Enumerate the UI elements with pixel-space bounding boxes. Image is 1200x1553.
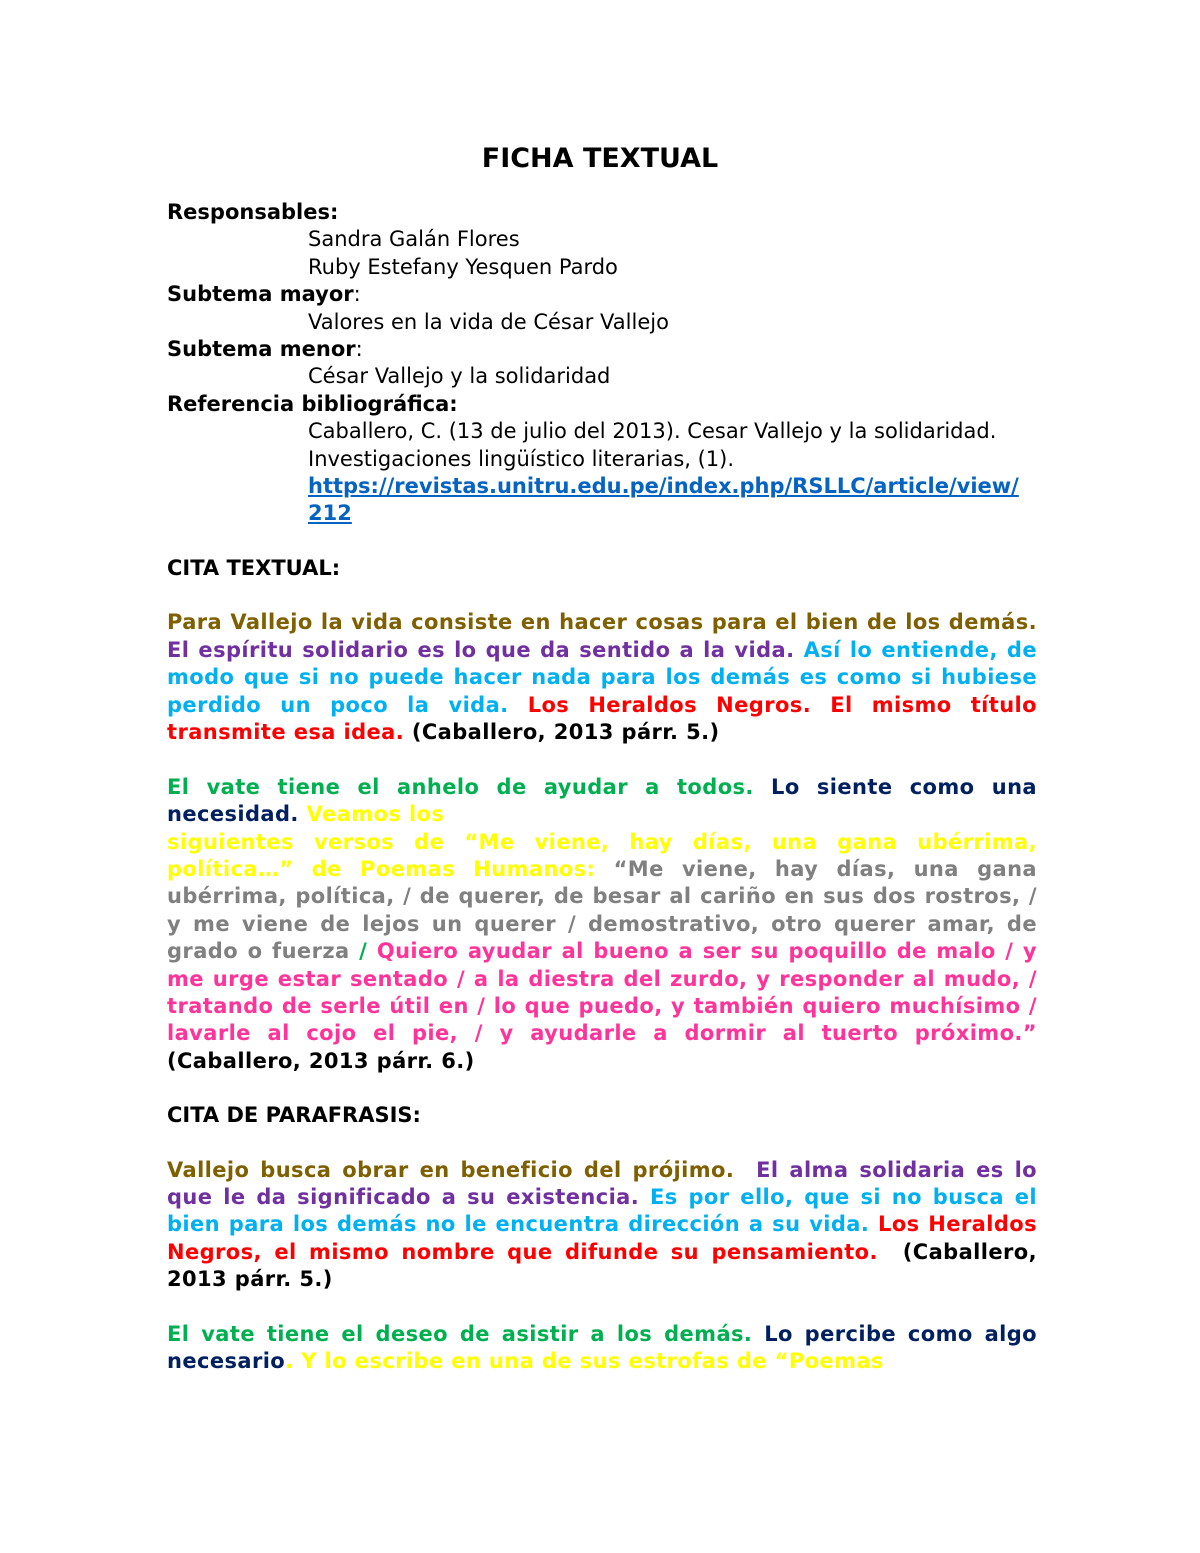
referencia-label: Referencia bibliográfica: bbox=[167, 391, 458, 416]
ct-p1-sentence-3: Así lo entiende, de modo que si no puede hacer nada para los demás es como si hubiese perdido un poco la vida. bbox=[167, 637, 1037, 717]
ct-p1-sentence-4: Los Heraldos Negros. El mismo título transmite esa idea. bbox=[167, 692, 1037, 744]
metadata-section bbox=[167, 199, 1037, 1376]
responsable-1: Sandra Galán Flores bbox=[308, 227, 520, 252]
cp-p1-sentence-4: Los Heraldos Negros, el mismo nombre que difunde su pensamiento. bbox=[167, 1212, 1038, 1264]
referencia-url-link[interactable]: https://revistas.unitru.edu.pe/index.php/RSLLC/article/view/212 bbox=[308, 474, 1019, 526]
document-title: FICHA TEXTUAL bbox=[481, 143, 719, 174]
cita-parafrasis-paragraph-2 bbox=[167, 1321, 1037, 1376]
cp-p1-sentence-1: Vallejo busca obrar en beneficio del prójimo. bbox=[167, 1157, 735, 1182]
cp-p1-sentence-2: El alma solidaria es lo que le da significado a su existencia. bbox=[167, 1157, 1037, 1209]
cp-p2-sentence-1: El vate tiene el deseo de asistir a los demás. bbox=[167, 1322, 753, 1346]
subtema-menor-row bbox=[167, 336, 1037, 363]
ct-p2-verse-quote: “Me viene, hay días, una gana ubérrima, política, / de querer, de besar al cariño en sus dos rostros, / y me viene de lejos un querer / demostrativo, otro querer amar, de grado o fuerza bbox=[167, 856, 1037, 964]
responsable-2: Ruby Estefany Yesquen Pardo bbox=[308, 254, 618, 279]
cita-textual-paragraph-1 bbox=[167, 609, 1037, 746]
cita-textual-heading: CITA TEXTUAL: bbox=[167, 555, 341, 580]
cita-textual-paragraph-2 bbox=[167, 774, 1037, 1075]
subtema-menor-value: César Vallejo y la solidaridad bbox=[308, 364, 611, 389]
subtema-mayor-label: Subtema mayor bbox=[167, 282, 354, 307]
cita-parafrasis-paragraph-1 bbox=[167, 1157, 1037, 1294]
cp-p1-sentence-3: Es por ello, que si no busca el bien para los demás no le encuentra dirección a su vida. bbox=[167, 1184, 1037, 1237]
cp-p2-sentence-3: . Y lo escribe en una de sus estrofas de “Poemas bbox=[285, 1349, 884, 1374]
ct-p1-sentence-2: El espíritu solidario es lo que da sentido a la vida. bbox=[167, 637, 795, 662]
referencia-text: Caballero, C. (13 de julio del 2013). Cesar Vallejo y la solidaridad. Investigaciones lingüístico literarias, (1). bbox=[308, 419, 997, 471]
subtema-menor-label: Subtema menor bbox=[167, 337, 356, 362]
referencia-url-wrap bbox=[167, 473, 1037, 528]
ct-p2-sentence-1: El vate tiene el anhelo de ayudar a todos. bbox=[167, 774, 754, 799]
subtema-mayor-row bbox=[167, 281, 1037, 308]
ct-p2-sentence-2: Lo siente como una necesidad. bbox=[167, 774, 1037, 827]
subtema-menor-colon: : bbox=[355, 337, 363, 362]
ct-p2-sentence-3a: Veamos los bbox=[306, 802, 445, 827]
subtema-mayor-value: Valores en la vida de César Vallejo bbox=[308, 309, 669, 334]
ct-p1-sentence-1: Para Vallejo la vida consiste en hacer cosas para el bien de los demás. bbox=[167, 610, 1037, 635]
ct-p2-verse-separator: / bbox=[359, 939, 368, 964]
cita-parafrasis-heading: CITA DE PARAFRASIS: bbox=[167, 1103, 421, 1128]
ct-p1-citation: (Caballero, 2013 párr. 5.) bbox=[411, 719, 720, 744]
responsables-label: Responsables: bbox=[167, 200, 339, 224]
cp-p1-citation: (Caballero, 2013 párr. 5.) bbox=[167, 1239, 1037, 1292]
ct-p2-citation: (Caballero, 2013 párr. 6.) bbox=[167, 1048, 475, 1073]
cp-p2-sentence-2: Lo percibe como algo necesario bbox=[167, 1322, 1037, 1374]
subtema-mayor-colon: : bbox=[353, 282, 361, 307]
ct-p2-sentence-3b: siguientes versos de “Me viene, hay días, una gana ubérrima, política…” de Poemas Humanos: bbox=[167, 829, 1037, 881]
ct-p2-verse-quote-2: Quiero ayudar al bueno a ser su poquillo de malo / y me urge estar sentado / a la diestra del zurdo, y responder al mudo, / tratando de serle útil en / lo que puedo, y también quiero muchísimo / lavarle al cojo el pie, / y ayudarle a dormir al tuerto próximo.” bbox=[167, 939, 1038, 1046]
